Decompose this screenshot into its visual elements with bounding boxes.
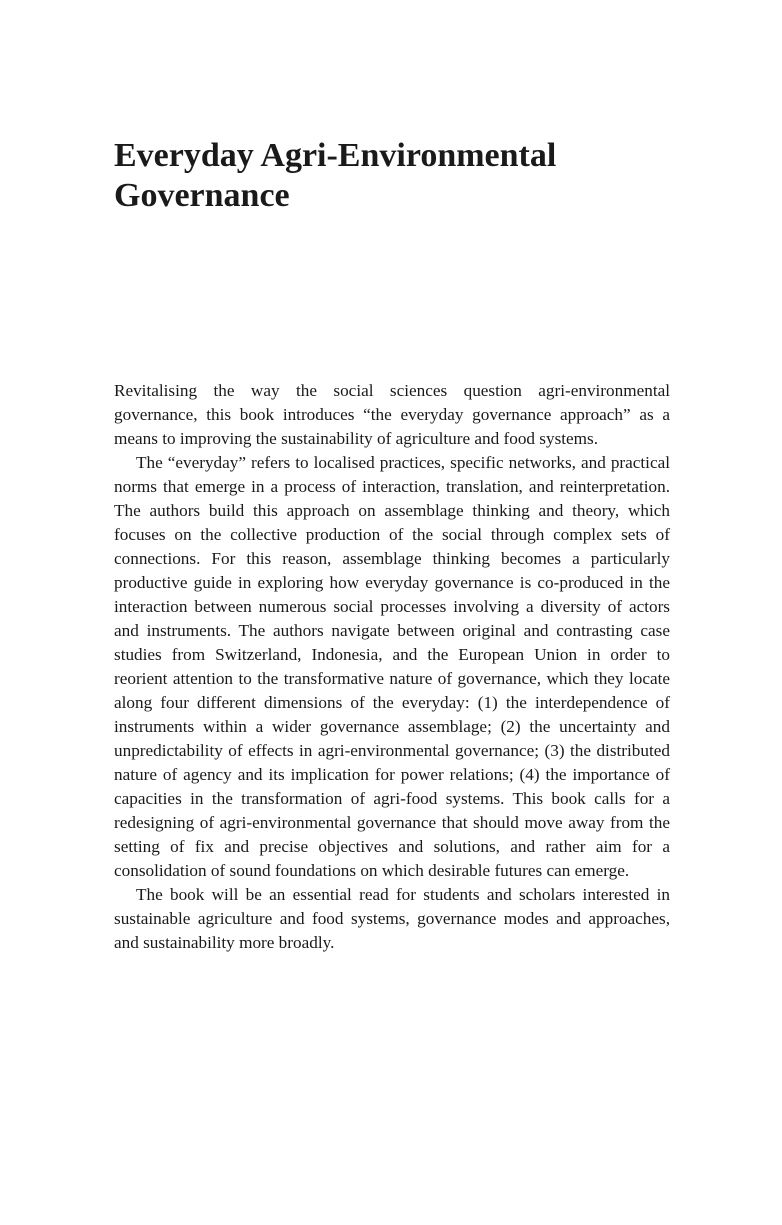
book-description <box>114 379 670 955</box>
description-paragraph-2: The “everyday” refers to localised practices, specific networks, and practical norms that emerge in a process of interaction, translation, and reinterpretation. The authors build this approach on assemblage thinking and theory, which focuses on the collective production of the social through complex sets of connections. For this reason, assemblage thinking becomes a particularly productive guide in exploring how everyday governance is co-produced in the interaction between numerous social processes involving a diversity of actors and instruments. The authors navigate between original and contrasting case studies from Switzerland, Indonesia, and the European Union in order to reorient attention to the transformative nature of governance, which they locate along four different dimensions of the everyday: (1) the interdependence of instruments within a wider governance assemblage; (2) the uncertainty and unpredictability of effects in agri-environmental governance; (3) the distributed nature of agency and its implication for power relations; (4) the importance of capacities in the transformation of agri-food systems. This book calls for a redesigning of agri-environmental governance that should move away from the setting of fix and precise objectives and solutions, and rather aim for a consolidation of sound foundations on which desirable futures can emerge. <box>114 453 670 880</box>
book-title-line-2: Governance <box>114 177 290 214</box>
description-paragraph-1: Revitalising the way the social sciences question agri-environmental governance, this book introduces “the everyday governance approach” as a means to improving the sustainability of agriculture and food systems. <box>114 381 670 448</box>
book-title-line-1: Everyday Agri-Environmental <box>114 137 557 174</box>
description-paragraph-3: The book will be an essential read for students and scholars interested in sustainable agriculture and food systems, governance modes and approaches, and sustainability more broadly. <box>114 885 670 952</box>
book-title <box>114 136 674 216</box>
